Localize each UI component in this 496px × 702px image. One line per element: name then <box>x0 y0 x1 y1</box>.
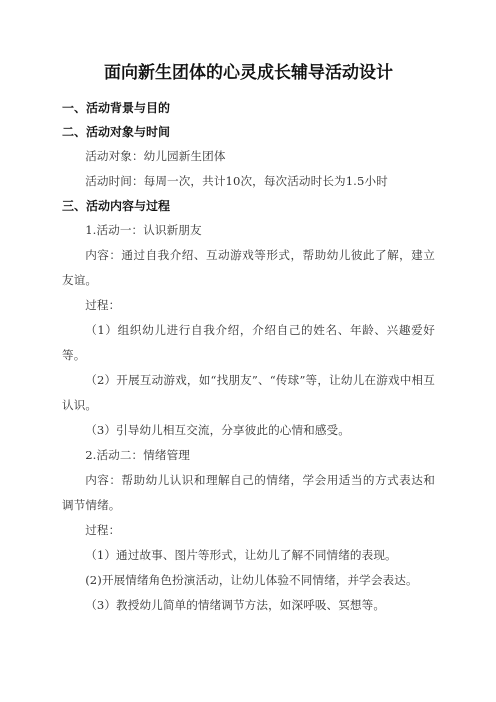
activity-two-process-label: 过程： <box>85 523 121 537</box>
activity-one-step-3: （3）引导幼儿相互交流，分享彼此的心情和感受。 <box>85 423 350 437</box>
document-title: 面向新生团体的心灵成长辅导活动设计 <box>104 63 393 83</box>
activity-time-text: 活动时间：每周一次，共计10次，每次活动时长为1.5小时 <box>85 174 388 188</box>
section-heading-content-process: 三、活动内容与过程 <box>62 199 171 213</box>
activity-one-step-1: （1）组织幼儿进行自我介绍，介绍自己的姓名、年龄、兴趣爱好等。 <box>62 323 435 362</box>
activity-two-step-3: （3）教授幼儿简单的情绪调节方法，如深呼吸、冥想等。 <box>85 598 386 612</box>
activity-one-process-label: 过程： <box>85 298 121 312</box>
activity-one-content: 内容：通过自我介绍、互动游戏等形式，帮助幼儿彼此了解，建立友谊。 <box>62 248 435 287</box>
activity-two-step-2: (2)开展情绪角色扮演活动，让幼儿体验不同情绪，并学会表达。 <box>85 573 418 587</box>
section-heading-object-time: 二、活动对象与时间 <box>62 125 171 139</box>
activity-one-title: 1.活动一：认识新朋友 <box>85 223 202 237</box>
activity-two-content: 内容：帮助幼儿认识和理解自己的情绪，学会用适当的方式表达和调节情绪。 <box>62 473 435 512</box>
activity-object-text: 活动对象：幼儿园新生团体 <box>85 149 226 163</box>
activity-two-title: 2.活动二：情绪管理 <box>85 448 190 462</box>
document-body <box>62 62 435 618</box>
section-heading-background: 一、活动背景与目的 <box>62 101 171 115</box>
activity-one-step-2: （2）开展互动游戏，如“找朋友”、“传球”等，让幼儿在游戏中相互认识。 <box>62 373 435 412</box>
activity-two-step-1: （1）通过故事、图片等形式，让幼儿了解不同情绪的表现。 <box>85 548 397 562</box>
